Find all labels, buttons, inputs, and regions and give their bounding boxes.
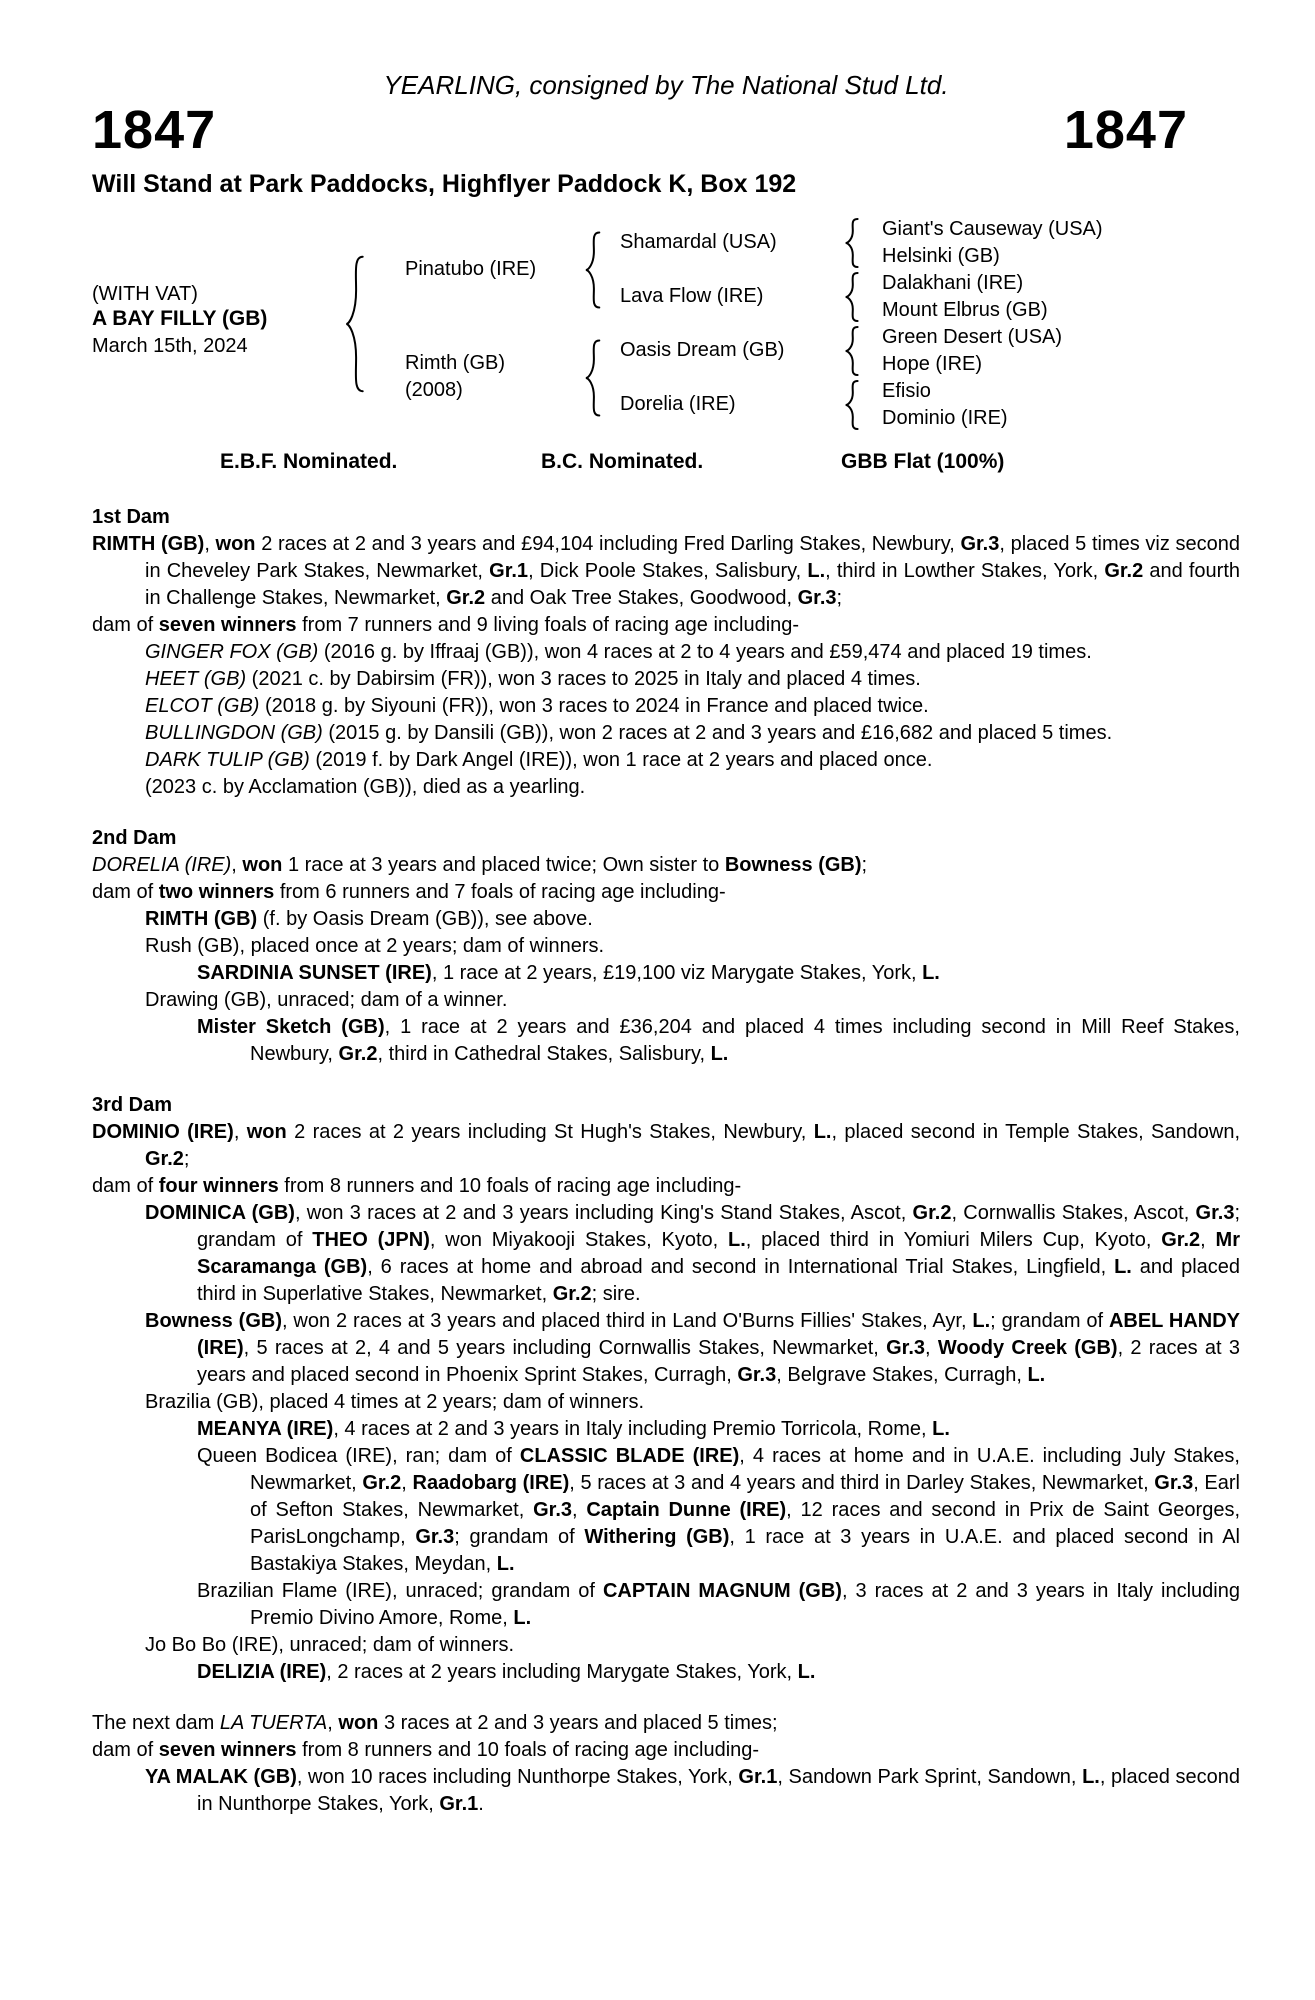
dam-section — [92, 1092, 1240, 1686]
text-run: from 8 runners and 10 foals of racing age including- — [278, 1175, 742, 1197]
pedigree-grandsire: Shamardal (USA) — [620, 231, 777, 253]
text-run: CLASSIC BLADE (IRE) — [519, 1445, 740, 1467]
text-run: Gr.3 — [737, 1364, 777, 1386]
bc-nomination: B.C. Nominated. — [541, 450, 704, 473]
text-run: Bowness (GB) — [145, 1310, 282, 1332]
pedigree-ggparent: Efisio — [882, 380, 931, 402]
pedigree-paragraph — [92, 1308, 1240, 1389]
text-run: Gr.1 — [738, 1766, 778, 1788]
text-run: Woody Creek (GB) — [937, 1337, 1118, 1359]
text-run: Gr.2 — [446, 587, 486, 609]
pedigree-paragraph — [92, 852, 1240, 879]
text-run: Mister Sketch (GB) — [197, 1016, 385, 1038]
text-run: , — [401, 1472, 413, 1494]
text-run: , 1 race at 2 years, £19,100 viz Marygate Stakes, York, — [431, 962, 923, 984]
pedigree-paragraph — [92, 1173, 1240, 1200]
text-run: 1 race at 3 years and placed twice; Own sister to — [282, 854, 725, 876]
text-run: , Earl of Sefton Stakes, Newmarket, — [250, 1472, 1240, 1521]
text-run: won — [246, 1121, 287, 1143]
text-run: DORELIA (IRE) — [92, 854, 232, 876]
text-run: , won 10 races including Nunthorpe Stakes, York, — [296, 1766, 739, 1788]
pedigree-ggparent: Dominio (IRE) — [882, 407, 1008, 429]
pedigree-paragraph — [92, 1014, 1240, 1068]
text-run: DOMINICA (GB) — [145, 1202, 295, 1224]
text-run: won — [242, 854, 283, 876]
text-run: BULLINGDON (GB) — [145, 722, 323, 744]
text-run: 2 races at 2 and 3 years and £94,104 including Fred Darling Stakes, Newbury, — [255, 533, 961, 555]
pedigree-paragraph — [92, 747, 1240, 774]
dam-section — [92, 825, 1240, 1068]
text-run: DARK TULIP (GB) — [145, 749, 310, 771]
dam-heading: 3rd Dam — [92, 1094, 173, 1116]
dam-section — [92, 1710, 1240, 1818]
text-run: L. — [797, 1661, 816, 1683]
pedigree-paragraph — [92, 1659, 1240, 1686]
text-run: (2015 g. by Dansili (GB)), won 2 races at 2 and 3 years and £16,682 and placed 5 times. — [322, 722, 1113, 744]
consignor-line: YEARLING, consigned by The National Stud Ltd. — [383, 70, 949, 100]
pedigree-paragraph — [92, 666, 1240, 693]
text-run: Gr.1 — [489, 560, 529, 582]
pedigree-paragraph — [92, 639, 1240, 666]
text-run: ; sire. — [591, 1283, 641, 1305]
text-run: four winners — [158, 1175, 279, 1197]
pedigree-paragraph — [92, 774, 1240, 801]
pedigree-paragraph — [92, 987, 1240, 1014]
dam-heading: 1st Dam — [92, 506, 170, 528]
text-run: , — [233, 1121, 247, 1143]
text-run: Rush (GB), placed once at 2 years; dam of winners. — [145, 935, 605, 957]
text-run: , 2 races at 3 years and placed second in Phoenix Sprint Stakes, Curragh, — [197, 1337, 1240, 1386]
pedigree-brace-icon — [844, 218, 860, 268]
text-run: Gr.2 — [145, 1148, 184, 1170]
text-run: dam of — [92, 614, 159, 636]
pedigree-paragraph — [92, 906, 1240, 933]
text-run: , — [1200, 1229, 1216, 1251]
text-run: ; grandam of — [454, 1526, 585, 1548]
text-run: Raadobarg (IRE) — [412, 1472, 570, 1494]
pedigree-paragraph — [92, 1710, 1240, 1737]
pedigree-ggparent: Helsinki (GB) — [882, 245, 1000, 267]
text-run: (2021 c. by Dabirsim (FR)), won 3 races to 2025 in Italy and placed 4 times. — [246, 668, 921, 690]
text-run: from 7 runners and 9 living foals of racing age including- — [296, 614, 800, 636]
subject-horse-name: A BAY FILLY (GB) — [92, 307, 268, 330]
pedigree-paragraph — [92, 933, 1240, 960]
pedigree-sire: Pinatubo (IRE) — [405, 258, 537, 280]
text-run: Brazilia (GB), placed 4 times at 2 years; dam of winners. — [145, 1391, 645, 1413]
text-run: L. — [922, 962, 940, 984]
text-run: GINGER FOX (GB) — [145, 641, 319, 663]
text-run: (2018 g. by Siyouni (FR)), won 3 races to 2024 in France and placed twice. — [259, 695, 929, 717]
text-run: L. — [1082, 1766, 1100, 1788]
pedigree-paragraph — [92, 1737, 1240, 1764]
pedigree-ggparent: Green Desert (USA) — [882, 326, 1063, 348]
text-run: , Dick Poole Stakes, Salisbury, — [528, 560, 808, 582]
text-run: Mr Scaramanga (GB) — [197, 1229, 1240, 1278]
text-run: RIMTH (GB) — [145, 908, 258, 930]
foaling-date: March 15th, 2024 — [92, 335, 248, 357]
pedigree-dam: Rimth (GB) — [405, 352, 505, 374]
lot-number-row — [92, 100, 1240, 160]
text-run: Gr.1 — [439, 1793, 479, 1815]
text-run: , 2 races at 2 years including Marygate Stakes, York, — [326, 1661, 798, 1683]
text-run: LA TUERTA — [219, 1712, 328, 1734]
pedigree-paragraph — [92, 1443, 1240, 1578]
text-run: . — [478, 1793, 484, 1815]
text-run: DOMINIO (IRE) — [92, 1121, 234, 1143]
text-run: Gr.3 — [1154, 1472, 1194, 1494]
text-run: L. — [972, 1310, 991, 1332]
text-run: (2023 c. by Acclamation (GB)), died as a yearling. — [145, 776, 586, 798]
pedigree-paragraph — [92, 1389, 1240, 1416]
text-run: , — [572, 1499, 587, 1521]
text-run: two winners — [158, 881, 275, 903]
stand-location-line: Will Stand at Park Paddocks, Highflyer Paddock K, Box 192 — [92, 170, 797, 198]
pedigree-brace-icon — [844, 326, 860, 376]
text-run: (2016 g. by Iffraaj (GB)), won 4 races at 2 to 4 years and £59,474 and placed 19 times. — [318, 641, 1092, 663]
text-run: Gr.2 — [552, 1283, 592, 1305]
text-run: Gr.2 — [912, 1202, 952, 1224]
text-run: , 5 races at 2, 4 and 5 years including Cornwallis Stakes, Newmarket, — [243, 1337, 887, 1359]
text-run: L. — [813, 1121, 832, 1143]
text-run: Gr.2 — [338, 1043, 378, 1065]
text-run: , 4 races at 2 and 3 years in Italy including Premio Torricola, Rome, — [333, 1418, 933, 1440]
pedigree-paragraph — [92, 1764, 1240, 1818]
pedigree-sections — [92, 504, 1240, 1818]
pedigree-paragraph — [92, 1119, 1240, 1173]
with-vat-note: (WITH VAT) — [92, 283, 198, 305]
pedigree-paragraph — [92, 960, 1240, 987]
pedigree-brace-icon — [844, 272, 860, 322]
text-run: ; — [861, 854, 868, 876]
text-run: , — [327, 1712, 339, 1734]
text-run: dam of — [92, 1175, 159, 1197]
pedigree-ggparent: Giant's Causeway (USA) — [882, 218, 1103, 240]
text-run: Gr.3 — [415, 1526, 455, 1548]
text-run: , — [204, 533, 216, 555]
pedigree-dam-year: (2008) — [405, 379, 463, 401]
pedigree-ggparent: Dalakhani (IRE) — [882, 272, 1024, 294]
text-run: , placed 5 times viz second in Cheveley Park Stakes, Newmarket, — [145, 533, 1240, 582]
text-run: won — [215, 533, 256, 555]
pedigree-brace-icon — [584, 339, 602, 417]
text-run: , 12 races and second in Prix de Saint Georges, ParisLongchamp, — [250, 1499, 1240, 1548]
pedigree-granddam: Lava Flow (IRE) — [620, 285, 764, 307]
text-run: , 4 races at home and in U.A.E. including July Stakes, Newmarket, — [250, 1445, 1240, 1494]
text-run: 2 races at 2 years including St Hugh's Stakes, Newbury, — [286, 1121, 814, 1143]
text-run: L. — [496, 1553, 515, 1575]
text-run: , Sandown Park Sprint, Sandown, — [777, 1766, 1083, 1788]
pedigree-paragraph — [92, 1632, 1240, 1659]
text-run: HEET (GB) — [145, 668, 247, 690]
text-run: MEANYA (IRE) — [197, 1418, 334, 1440]
text-run: Gr.2 — [1161, 1229, 1201, 1251]
text-run: , — [925, 1337, 938, 1359]
text-run: (2019 f. by Dark Angel (IRE)), won 1 race at 2 years and placed once. — [309, 749, 933, 771]
pedigree-paragraph — [92, 1200, 1240, 1308]
text-run: ; grandam of — [990, 1310, 1109, 1332]
text-run: Gr.3 — [960, 533, 1000, 555]
text-run: and placed third in Superlative Stakes, Newmarket, — [197, 1256, 1241, 1305]
pedigree-brace-icon — [584, 231, 602, 309]
text-run: ; grandam of — [197, 1202, 1241, 1251]
text-run: L. — [807, 560, 826, 582]
pedigree-paragraph — [92, 1578, 1240, 1632]
text-run: (f. by Oasis Dream (GB)), see above. — [257, 908, 593, 930]
pedigree-brace-icon — [344, 254, 366, 394]
text-run: , 6 races at home and abroad and second in International Trial Stakes, Lingfield, — [367, 1256, 1115, 1278]
text-run: , — [231, 854, 243, 876]
pedigree-paragraph — [92, 612, 1240, 639]
text-run: Queen Bodicea (IRE), ran; dam of — [197, 1445, 520, 1467]
pedigree-paragraph — [92, 693, 1240, 720]
text-run: , won Miyakooji Stakes, Kyoto, — [429, 1229, 728, 1251]
text-run: , 1 race at 3 years in U.A.E. and placed second in Al Bastakiya Stakes, Meydan, — [250, 1526, 1240, 1575]
text-run: , placed second in Temple Stakes, Sandown, — [831, 1121, 1241, 1143]
ebf-nomination: E.B.F. Nominated. — [220, 450, 398, 473]
text-run: ELCOT (GB) — [145, 695, 260, 717]
text-run: , placed second in Nunthorpe Stakes, York, — [197, 1766, 1240, 1815]
text-run: won — [338, 1712, 379, 1734]
text-run: from 8 runners and 10 foals of racing age including- — [296, 1739, 760, 1761]
text-run: dam of — [92, 1739, 159, 1761]
text-run: Bowness (GB) — [724, 854, 862, 876]
pedigree-ggparent: Hope (IRE) — [882, 353, 983, 375]
text-run: Gr.3 — [797, 587, 837, 609]
text-run: L. — [710, 1043, 729, 1065]
text-run: Withering (GB) — [584, 1526, 730, 1548]
text-run: THEO (JPN) — [312, 1229, 430, 1251]
text-run: Gr.3 — [886, 1337, 925, 1359]
text-run: and Oak Tree Stakes, Goodwood, — [485, 587, 798, 609]
text-run: , Cornwallis Stakes, Ascot, — [951, 1202, 1196, 1224]
text-run: Captain Dunne (IRE) — [586, 1499, 787, 1521]
pedigree-granddam: Dorelia (IRE) — [620, 393, 736, 415]
text-run: , won 3 races at 2 and 3 years including King's Stand Stakes, Ascot, — [294, 1202, 913, 1224]
pedigree-brace-icon — [844, 380, 860, 430]
pedigree-paragraph — [92, 531, 1240, 612]
text-run: ABEL HANDY (IRE) — [197, 1310, 1240, 1359]
text-run: , 1 race at 2 years and £36,204 and placed 4 times including second in Mill Reef Stakes, Newbury, — [250, 1016, 1240, 1065]
text-run: , 3 races at 2 and 3 years in Italy including Premio Divino Amore, Rome, — [250, 1580, 1240, 1629]
text-run: and fourth in Challenge Stakes, Newmarket, — [145, 560, 1241, 609]
text-run: DELIZIA (IRE) — [197, 1661, 327, 1683]
text-run: seven winners — [158, 614, 297, 636]
pedigree-paragraph — [92, 1416, 1240, 1443]
text-run: L. — [1027, 1364, 1046, 1386]
text-run: The next dam — [92, 1712, 220, 1734]
pedigree-grandsire: Oasis Dream (GB) — [620, 339, 785, 361]
text-run: L. — [728, 1229, 746, 1251]
text-run: ; — [183, 1148, 190, 1170]
text-run: Jo Bo Bo (IRE), unraced; dam of winners. — [145, 1634, 515, 1656]
text-run: SARDINIA SUNSET (IRE) — [197, 962, 432, 984]
text-run: Drawing (GB), unraced; dam of a winner. — [145, 989, 508, 1011]
pedigree-table — [92, 212, 1240, 436]
text-run: 3 races at 2 and 3 years and placed 5 times; — [378, 1712, 778, 1734]
text-run: ; — [836, 587, 843, 609]
text-run: , 5 races at 3 and 4 years and third in Darley Stakes, Newmarket, — [569, 1472, 1155, 1494]
text-run: L. — [513, 1607, 532, 1629]
nominations-row — [92, 450, 1240, 480]
text-run: CAPTAIN MAGNUM (GB) — [602, 1580, 842, 1602]
dam-section — [92, 504, 1240, 801]
text-run: YA MALAK (GB) — [145, 1766, 297, 1788]
pedigree-paragraph — [92, 720, 1240, 747]
text-run: L. — [1114, 1256, 1132, 1278]
text-run: dam of — [92, 881, 159, 903]
pedigree-ggparent: Mount Elbrus (GB) — [882, 299, 1048, 321]
text-run: seven winners — [158, 1739, 297, 1761]
lot-number-right: 1847 — [1063, 100, 1188, 160]
text-run: RIMTH (GB) — [92, 533, 205, 555]
text-run: L. — [932, 1418, 950, 1440]
text-run: , Belgrave Stakes, Curragh, — [776, 1364, 1028, 1386]
dam-heading: 2nd Dam — [92, 827, 177, 849]
text-run: , placed third in Yomiuri Milers Cup, Kyoto, — [745, 1229, 1162, 1251]
text-run: from 6 runners and 7 foals of racing age including- — [274, 881, 726, 903]
text-run: , third in Lowther Stakes, York, — [825, 560, 1105, 582]
text-run: , third in Cathedral Stakes, Salisbury, — [377, 1043, 711, 1065]
text-run: Brazilian Flame (IRE), unraced; grandam of — [197, 1580, 603, 1602]
lot-number-left: 1847 — [92, 100, 217, 160]
pedigree-paragraph — [92, 879, 1240, 906]
text-run: Gr.3 — [1195, 1202, 1235, 1224]
text-run: Gr.3 — [533, 1499, 572, 1521]
text-run: Gr.2 — [1104, 560, 1144, 582]
gbb-flat-badge: GBB Flat (100%) — [841, 450, 1005, 473]
text-run: Gr.2 — [362, 1472, 402, 1494]
text-run: , won 2 races at 3 years and placed third in Land O'Burns Fillies' Stakes, Ayr, — [282, 1310, 973, 1332]
